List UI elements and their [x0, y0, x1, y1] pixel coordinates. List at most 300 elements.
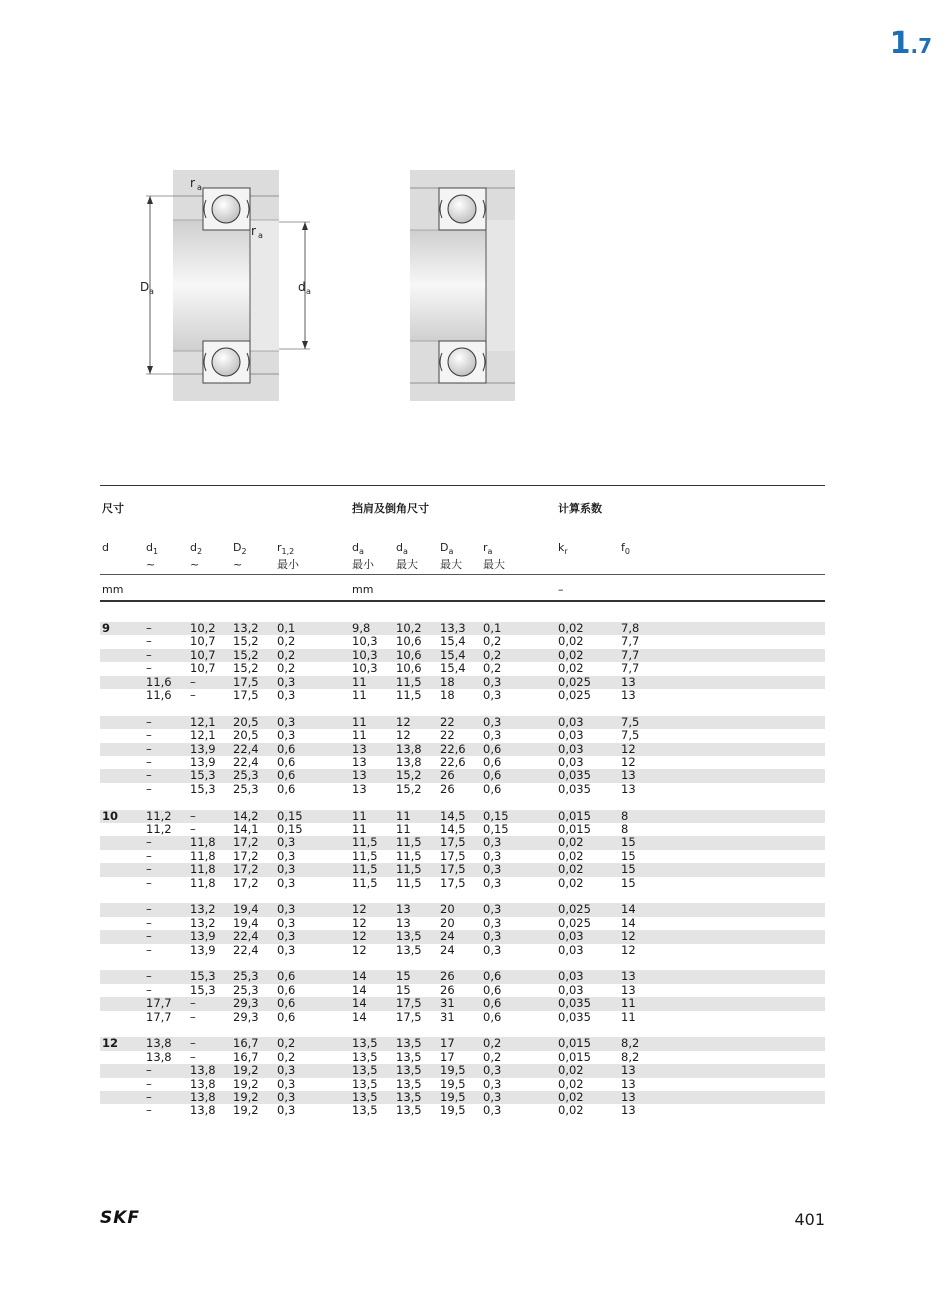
cell-f0: 13 [621, 688, 636, 702]
cell-ra-max: 0,3 [483, 1063, 502, 1078]
cell-ra-max: 0,1 [483, 621, 502, 635]
label-ra-mid: r [251, 224, 256, 238]
cell-D2: 17,5 [233, 674, 259, 689]
cell-kr: 0,015 [558, 808, 591, 823]
cell-kr: 0,03 [558, 982, 584, 997]
cell-d2: 13,2 [190, 915, 216, 930]
cell-da-max: 11,5 [396, 848, 422, 863]
cell-f0: 12 [621, 942, 636, 957]
cell-ra-max: 0,3 [483, 1076, 502, 1091]
cell-Da-max: 31 [440, 996, 455, 1011]
cell-kr: 0,02 [558, 621, 584, 635]
cell-ra-max: 0,3 [483, 848, 502, 863]
cell-da-min: 13 [352, 741, 367, 756]
table-row [100, 676, 825, 689]
cell-d2: – [190, 1009, 196, 1024]
cell-r12-min: 0,3 [277, 1076, 296, 1091]
cell-r12-min: 0,15 [277, 808, 303, 823]
cell-kr: 0,025 [558, 902, 591, 917]
col-header-da-min: $d_a$ 最小 [352, 541, 374, 572]
cell-da-min: 14 [352, 1009, 367, 1024]
cell-d1: – [146, 969, 152, 984]
cell-ra-max: 0,15 [483, 808, 509, 823]
cell-ra-max: 0,3 [483, 1090, 502, 1104]
cell-d1: – [146, 741, 152, 756]
cell-ra-max: 0,2 [483, 647, 502, 662]
cell-da-max: 15 [396, 982, 411, 997]
cell-Da-max: 15,4 [440, 634, 466, 649]
cell-da-max: 12 [396, 728, 411, 743]
cell-da-min: 13,5 [352, 1076, 378, 1091]
col-header-r12-min: $r_{1,2}$ 最小 [277, 541, 299, 572]
cell-ra-max: 0,15 [483, 822, 509, 836]
cell-Da-max: 26 [440, 768, 455, 783]
cell-r12-min: 0,3 [277, 862, 296, 877]
cell-da-min: 13,5 [352, 1036, 378, 1051]
cell-d2: 11,8 [190, 862, 216, 877]
cell-f0: 15 [621, 848, 636, 863]
cell-da-min: 13,5 [352, 1090, 378, 1104]
cell-da-min: 11,5 [352, 848, 378, 863]
cell-d1: – [146, 875, 152, 890]
cell-da-max: 13,5 [396, 1090, 422, 1104]
cell-da-min: 11,5 [352, 875, 378, 890]
cell-kr: 0,02 [558, 848, 584, 863]
cell-da-min: 14 [352, 996, 367, 1011]
cell-da-min: 10,3 [352, 634, 378, 649]
cell-D2: 15,2 [233, 661, 259, 676]
cell-Da-max: 19,5 [440, 1076, 466, 1091]
cell-kr: 0,035 [558, 996, 591, 1011]
cell-kr: 0,035 [558, 1009, 591, 1024]
cell-da-min: 11 [352, 674, 367, 689]
table-row [100, 1064, 825, 1077]
cell-d1: – [146, 714, 152, 729]
cell-D2: 22,4 [233, 929, 259, 944]
cell-Da-max: 17,5 [440, 848, 466, 863]
cell-da-max: 13,8 [396, 755, 422, 769]
cell-f0: 8,2 [621, 1036, 640, 1051]
cell-kr: 0,02 [558, 1063, 584, 1078]
cell-r12-min: 0,3 [277, 674, 296, 689]
cell-kr: 0,02 [558, 1076, 584, 1091]
cell-d1: – [146, 781, 152, 796]
cell-f0: 7,7 [621, 647, 640, 662]
cell-d1: – [146, 621, 152, 635]
cell-d1: – [146, 661, 152, 676]
cell-kr: 0,02 [558, 1090, 584, 1104]
label-ra-top-sub: a [197, 183, 202, 192]
cell-d1: – [146, 835, 152, 850]
table-row [100, 863, 825, 876]
skf-logo [100, 1208, 162, 1226]
cell-ra-max: 0,3 [483, 929, 502, 944]
cell-Da-max: 22,6 [440, 741, 466, 756]
cell-D2: 14,2 [233, 808, 259, 823]
cell-f0: 7,5 [621, 714, 640, 729]
cell-da-max: 15,2 [396, 768, 422, 783]
cell-D2: 19,2 [233, 1103, 259, 1118]
cell-da-max: 13 [396, 915, 411, 930]
cell-D2: 20,5 [233, 728, 259, 743]
cell-d2: 11,8 [190, 875, 216, 890]
table-row [100, 662, 825, 675]
cell-ra-max: 0,3 [483, 942, 502, 957]
cell-Da-max: 17,5 [440, 875, 466, 890]
unit-abutment: mm [352, 583, 374, 596]
cell-ra-max: 0,6 [483, 768, 502, 783]
cell-kr: 0,02 [558, 634, 584, 649]
cell-Da-max: 31 [440, 1009, 455, 1024]
cell-f0: 11 [621, 1009, 636, 1024]
cell-r12-min: 0,6 [277, 982, 296, 997]
cell-Da-max: 17 [440, 1036, 455, 1051]
units-rule [100, 600, 825, 602]
cell-d2: – [190, 822, 196, 836]
cell-f0: 15 [621, 875, 636, 890]
cell-D2: 29,3 [233, 996, 259, 1011]
cell-da-max: 10,2 [396, 621, 422, 635]
cell-d1: – [146, 1076, 152, 1091]
cell-r12-min: 0,3 [277, 714, 296, 729]
cell-da-min: 11,5 [352, 835, 378, 850]
cell-d1: – [146, 728, 152, 743]
table-row [100, 756, 825, 769]
cell-D2: 17,5 [233, 688, 259, 702]
table-row [100, 823, 825, 836]
cell-ra-max: 0,6 [483, 982, 502, 997]
cell-r12-min: 0,1 [277, 621, 296, 635]
cell-D2: 22,4 [233, 741, 259, 756]
cell-kr: 0,035 [558, 781, 591, 796]
cell-kr: 0,03 [558, 969, 584, 984]
cell-r12-min: 0,2 [277, 647, 296, 662]
cell-d1: 11,6 [146, 688, 172, 702]
cell-r12-min: 0,3 [277, 688, 296, 702]
cell-d2: – [190, 1036, 196, 1051]
cell-d: 9 [102, 621, 111, 635]
cell-r12-min: 0,3 [277, 902, 296, 917]
cell-Da-max: 24 [440, 929, 455, 944]
table-row [100, 997, 825, 1010]
cell-d2: 15,3 [190, 982, 216, 997]
cell-D2: 19,2 [233, 1076, 259, 1091]
cell-D2: 17,2 [233, 835, 259, 850]
cell-r12-min: 0,6 [277, 1009, 296, 1024]
cell-D2: 25,3 [233, 982, 259, 997]
cell-d1: 17,7 [146, 1009, 172, 1024]
cell-d2: 10,7 [190, 647, 216, 662]
cell-ra-max: 0,2 [483, 634, 502, 649]
label-ra-top: r [190, 176, 195, 190]
table-row [100, 769, 825, 782]
cell-kr: 0,025 [558, 674, 591, 689]
cell-r12-min: 0,6 [277, 741, 296, 756]
cell-D2: 19,2 [233, 1063, 259, 1078]
cell-da-max: 13,5 [396, 942, 422, 957]
cell-da-min: 14 [352, 982, 367, 997]
table-row [100, 783, 825, 796]
section-number [890, 26, 932, 61]
cell-kr: 0,02 [558, 875, 584, 890]
cell-Da-max: 22 [440, 714, 455, 729]
label-Da: D [140, 280, 150, 294]
col-header-D2: $D_2$ ~ [233, 541, 247, 572]
table-row [100, 1091, 825, 1104]
cell-f0: 13 [621, 674, 636, 689]
cell-da-max: 15,2 [396, 781, 422, 796]
cell-da-max: 11,5 [396, 875, 422, 890]
cell-ra-max: 0,6 [483, 1009, 502, 1024]
cell-D2: 16,7 [233, 1036, 259, 1051]
unit-factors: – [558, 583, 564, 596]
cell-kr: 0,02 [558, 862, 584, 877]
cell-Da-max: 19,5 [440, 1063, 466, 1078]
table-row [100, 810, 825, 823]
cell-kr: 0,025 [558, 688, 591, 702]
cell-da-max: 13,5 [396, 1063, 422, 1078]
cell-r12-min: 0,3 [277, 728, 296, 743]
cell-f0: 14 [621, 915, 636, 930]
cell-d2: 13,9 [190, 755, 216, 769]
cell-f0: 14 [621, 902, 636, 917]
cell-Da-max: 22,6 [440, 755, 466, 769]
cell-da-min: 11 [352, 822, 367, 836]
label-da-sub: a [306, 287, 311, 296]
cell-d2: – [190, 1049, 196, 1064]
cell-da-min: 13,5 [352, 1103, 378, 1118]
cell-Da-max: 19,5 [440, 1103, 466, 1118]
cell-d2: 13,9 [190, 942, 216, 957]
cell-d2: 12,1 [190, 728, 216, 743]
cell-f0: 13 [621, 1063, 636, 1078]
cell-da-max: 15 [396, 969, 411, 984]
cell-d1: 13,8 [146, 1036, 172, 1051]
cell-kr: 0,03 [558, 929, 584, 944]
cell-d2: 13,8 [190, 1063, 216, 1078]
table-row [100, 917, 825, 930]
cell-da-min: 11,5 [352, 862, 378, 877]
cell-d1: – [146, 848, 152, 863]
cell-da-max: 11,5 [396, 835, 422, 850]
cell-D2: 16,7 [233, 1049, 259, 1064]
cell-d2: 15,3 [190, 768, 216, 783]
cell-r12-min: 0,2 [277, 661, 296, 676]
col-header-Da-max: $D_a$ 最大 [440, 541, 462, 572]
cell-r12-min: 0,3 [277, 1103, 296, 1118]
cell-da-max: 13,5 [396, 1076, 422, 1091]
cell-kr: 0,02 [558, 1103, 584, 1118]
cell-f0: 7,5 [621, 728, 640, 743]
cell-D2: 19,4 [233, 902, 259, 917]
cell-kr: 0,03 [558, 714, 584, 729]
cell-da-max: 13,8 [396, 741, 422, 756]
table-row [100, 1078, 825, 1091]
skf-logo-text: SKF [100, 1208, 141, 1226]
group-header-factors: 计算系数 [558, 502, 602, 515]
cell-r12-min: 0,2 [277, 634, 296, 649]
cell-f0: 13 [621, 982, 636, 997]
col-header-ra-max: $r_a$ 最大 [483, 541, 505, 572]
col-header-da-max: $d_a$ 最大 [396, 541, 418, 572]
cell-ra-max: 0,3 [483, 875, 502, 890]
cell-Da-max: 17,5 [440, 835, 466, 850]
cell-d1: – [146, 647, 152, 662]
cell-d1: – [146, 915, 152, 930]
cell-da-max: 13 [396, 902, 411, 917]
cell-r12-min: 0,6 [277, 781, 296, 796]
cell-da-max: 17,5 [396, 996, 422, 1011]
cell-d2: 10,7 [190, 661, 216, 676]
table-row [100, 1037, 825, 1050]
cell-d2: 13,9 [190, 741, 216, 756]
col-header-d2: $d_2$ ~ [190, 541, 203, 572]
cell-ra-max: 0,3 [483, 688, 502, 702]
cell-Da-max: 14,5 [440, 822, 466, 836]
cell-r12-min: 0,3 [277, 875, 296, 890]
cell-kr: 0,015 [558, 822, 591, 836]
cell-kr: 0,03 [558, 755, 584, 769]
table-row [100, 984, 825, 997]
cell-da-max: 10,6 [396, 661, 422, 676]
cell-r12-min: 0,6 [277, 755, 296, 769]
cell-d2: 13,8 [190, 1103, 216, 1118]
cell-d2: – [190, 808, 196, 823]
bearing-mounting-drawings [120, 160, 540, 410]
cell-da-max: 11,5 [396, 674, 422, 689]
cell-ra-max: 0,3 [483, 728, 502, 743]
cell-da-max: 13,5 [396, 1049, 422, 1064]
cell-ra-max: 0,3 [483, 862, 502, 877]
label-Da-sub: a [149, 287, 154, 296]
page-number: 401 [794, 1210, 825, 1229]
cell-D2: 17,2 [233, 875, 259, 890]
cell-Da-max: 26 [440, 781, 455, 796]
cell-r12-min: 0,2 [277, 1049, 296, 1064]
cell-D2: 22,4 [233, 755, 259, 769]
table-top-rule [100, 485, 825, 486]
cell-d: 10 [102, 808, 119, 823]
cell-Da-max: 26 [440, 969, 455, 984]
cell-d2: 12,1 [190, 714, 216, 729]
drawing-shaft-shoulder [410, 170, 515, 401]
cell-ra-max: 0,2 [483, 1049, 502, 1064]
cell-Da-max: 24 [440, 942, 455, 957]
cell-D2: 25,3 [233, 969, 259, 984]
cell-d2: – [190, 674, 196, 689]
cell-da-max: 11 [396, 808, 411, 823]
cell-da-max: 13,5 [396, 1036, 422, 1051]
cell-f0: 13 [621, 1103, 636, 1118]
cell-D2: 15,2 [233, 634, 259, 649]
cell-da-min: 12 [352, 929, 367, 944]
cell-da-min: 13,5 [352, 1063, 378, 1078]
table-row [100, 635, 825, 648]
cell-ra-max: 0,3 [483, 835, 502, 850]
cell-d1: 11,2 [146, 808, 172, 823]
cell-f0: 13 [621, 969, 636, 984]
table-row [100, 729, 825, 742]
cell-r12-min: 0,6 [277, 969, 296, 984]
col-header-kr: $k_r$ [558, 541, 568, 557]
cell-r12-min: 0,3 [277, 835, 296, 850]
cell-d2: 15,3 [190, 781, 216, 796]
table-row [100, 1011, 825, 1024]
table-row [100, 622, 825, 635]
cell-Da-max: 15,4 [440, 647, 466, 662]
cell-d2: 11,8 [190, 835, 216, 850]
header-rule [100, 574, 825, 575]
table-row [100, 930, 825, 943]
cell-D2: 19,2 [233, 1090, 259, 1104]
cell-f0: 13 [621, 768, 636, 783]
cell-f0: 13 [621, 1090, 636, 1104]
cell-d1: 17,7 [146, 996, 172, 1011]
cell-r12-min: 0,3 [277, 1090, 296, 1104]
cell-Da-max: 22 [440, 728, 455, 743]
cell-r12-min: 0,3 [277, 915, 296, 930]
cell-D2: 17,2 [233, 862, 259, 877]
cell-f0: 7,8 [621, 621, 640, 635]
cell-ra-max: 0,6 [483, 741, 502, 756]
cell-d1: – [146, 1103, 152, 1118]
cell-d2: 10,2 [190, 621, 216, 635]
cell-kr: 0,03 [558, 942, 584, 957]
cell-ra-max: 0,3 [483, 902, 502, 917]
cell-da-min: 13 [352, 768, 367, 783]
cell-Da-max: 19,5 [440, 1090, 466, 1104]
cell-kr: 0,02 [558, 835, 584, 850]
cell-d1: – [146, 768, 152, 783]
table-row [100, 689, 825, 702]
table-row [100, 944, 825, 957]
cell-f0: 15 [621, 862, 636, 877]
cell-Da-max: 20 [440, 915, 455, 930]
cell-d2: 13,8 [190, 1076, 216, 1091]
cell-da-min: 12 [352, 915, 367, 930]
cell-f0: 11 [621, 996, 636, 1011]
cell-D2: 25,3 [233, 768, 259, 783]
cell-f0: 12 [621, 929, 636, 944]
cell-ra-max: 0,6 [483, 969, 502, 984]
section-minor: .7 [910, 34, 932, 58]
cell-da-max: 12 [396, 714, 411, 729]
cell-f0: 13 [621, 1076, 636, 1091]
cell-Da-max: 18 [440, 674, 455, 689]
cell-d2: – [190, 996, 196, 1011]
cell-f0: 13 [621, 781, 636, 796]
cell-da-min: 10,3 [352, 661, 378, 676]
table-row [100, 836, 825, 849]
cell-da-max: 10,6 [396, 634, 422, 649]
cell-Da-max: 26 [440, 982, 455, 997]
cell-ra-max: 0,3 [483, 714, 502, 729]
cell-ra-max: 0,6 [483, 781, 502, 796]
cell-da-min: 14 [352, 969, 367, 984]
cell-Da-max: 14,5 [440, 808, 466, 823]
cell-d2: 11,8 [190, 848, 216, 863]
cell-d: 12 [102, 1036, 119, 1051]
cell-d1: – [146, 982, 152, 997]
cell-D2: 14,1 [233, 822, 259, 836]
cell-Da-max: 18 [440, 688, 455, 702]
cell-d2: 13,8 [190, 1090, 216, 1104]
cell-da-min: 11 [352, 714, 367, 729]
cell-da-max: 13,5 [396, 929, 422, 944]
cell-d2: 13,2 [190, 902, 216, 917]
cell-Da-max: 17 [440, 1049, 455, 1064]
table-row [100, 850, 825, 863]
